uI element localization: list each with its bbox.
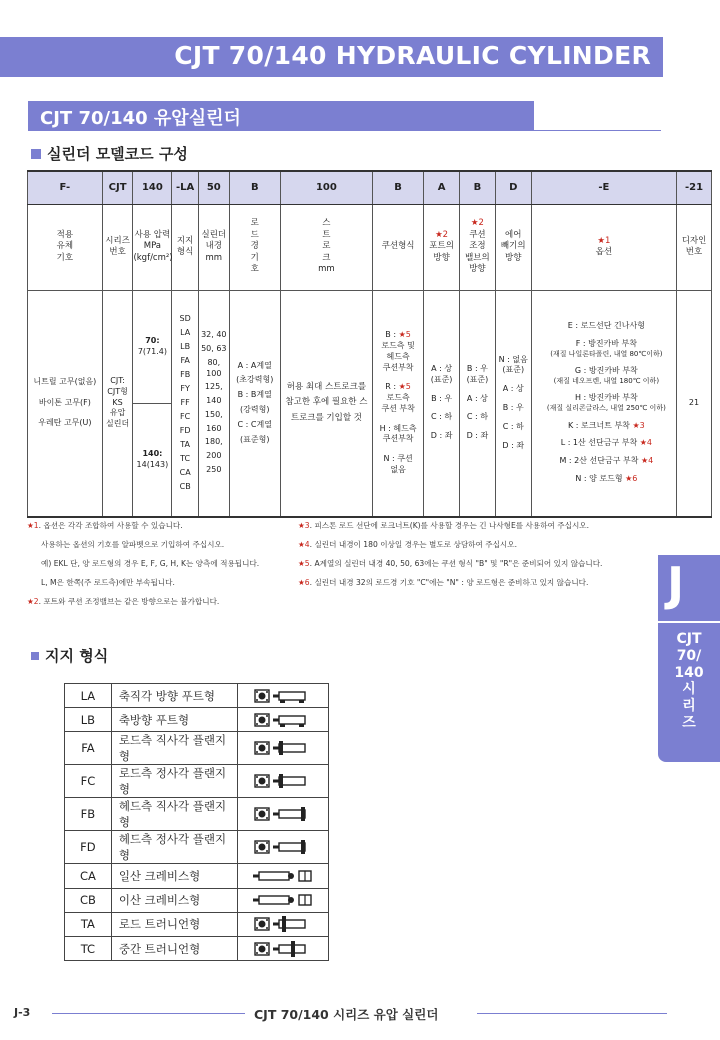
option-star: ★3	[632, 420, 645, 430]
valve-values	[460, 290, 496, 517]
sub-banner-line	[534, 130, 661, 131]
mount-code: FA	[180, 355, 190, 365]
side-tab-line: 140	[674, 664, 704, 681]
mount-code: SD	[179, 313, 191, 323]
note-star: ★4	[298, 540, 310, 550]
code-cell-2: 140	[133, 171, 172, 204]
side-tab-line: CJT	[676, 631, 702, 647]
series-value: CJT: CJT형 KS 유압 실린더	[102, 290, 133, 517]
rod-value: C : C계열	[237, 419, 272, 429]
code-cell-1: CJT	[102, 171, 133, 204]
mount-heading	[31, 645, 108, 666]
rod-value: (강력형)	[240, 405, 270, 414]
pressure-140: 140: 14(143)	[136, 448, 169, 469]
footer-line-left	[52, 1013, 245, 1014]
note-star: ★5	[298, 559, 310, 569]
code-cell-9: B	[460, 171, 496, 204]
rod-values	[229, 290, 280, 517]
valve-value: C : 하	[466, 412, 488, 422]
mount-code: FY	[180, 383, 190, 393]
page-number: J-3	[14, 1006, 31, 1019]
mount-row	[65, 708, 329, 732]
mount-row	[65, 684, 329, 708]
option-item	[537, 474, 676, 485]
mount-row	[65, 732, 329, 765]
side-tab-letter-box	[658, 555, 720, 620]
cushion-star: ★5	[398, 330, 411, 340]
air-value: C : 하	[502, 421, 524, 431]
air-value: D : 좌	[502, 440, 525, 450]
mount-code: LA	[65, 684, 112, 708]
bore-values	[198, 290, 229, 517]
mount-name: 축방향 푸트형	[111, 708, 237, 732]
mount-code: FC	[180, 411, 191, 421]
option-star: ★6	[625, 474, 638, 484]
bore-value: 150,	[204, 409, 223, 419]
option-main: L : 1산 선단금구 부착	[560, 438, 640, 448]
note-line	[27, 540, 259, 549]
note-line	[27, 559, 259, 568]
mount-pic	[238, 684, 329, 708]
option-item	[537, 339, 676, 359]
cushion-desc: 로드측 및 헤드측 쿠션부착	[381, 340, 415, 372]
bore-value: 200	[206, 451, 222, 461]
note-star: ★6	[298, 578, 310, 588]
option-star: ★4	[640, 456, 654, 466]
code-cell-3: -LA	[172, 171, 199, 204]
fluid-value: 우레탄 고무(U)	[38, 418, 92, 428]
stroke-label-char: 크	[322, 252, 331, 263]
option-item	[537, 366, 676, 386]
model-code-heading	[31, 143, 188, 164]
port-value: D : 좌	[430, 431, 453, 441]
code-cell-4: 50	[198, 171, 229, 204]
rod-label-char: 호	[250, 264, 259, 275]
mount-type-table	[64, 683, 329, 961]
fluid-value: 바이톤 고무(F)	[38, 397, 91, 407]
code-row	[28, 171, 712, 204]
option-main: N : 양 로드형	[575, 474, 626, 484]
notes-right	[298, 521, 602, 597]
mount-name: 일산 크레비스형	[111, 864, 237, 888]
rod-value: (초강력형)	[236, 375, 274, 385]
note-text: 예) EKL 단, 양 로드형의 경우 E, F, G, H, K는 양측에 적용됩니다.	[41, 559, 260, 569]
mount-name: 헤드측 정사각 플랜지형	[111, 831, 237, 864]
air-value: A : 상	[502, 384, 524, 394]
series-label: 시리즈 번호	[102, 204, 133, 290]
note-text: . 옵션은 각각 조합하여 사용할 수 있습니다.	[38, 521, 183, 530]
footer-title: CJT 70/140 시리즈 유압 실린더	[254, 1007, 439, 1022]
cushion-code: H : 헤드측 쿠션부착	[379, 423, 417, 444]
fluid-label: 적용 유체 기호	[28, 204, 103, 290]
rod-value: B : B계열	[237, 390, 272, 400]
cushion-value	[373, 330, 423, 373]
valve-value: D : 좌	[466, 431, 489, 441]
air-value: B : 우	[502, 403, 524, 412]
mount-values	[172, 290, 199, 517]
valve-label: ★2 쿠션 조정 밸브의 방향	[460, 204, 496, 290]
note-text: L, M은 한쪽(주 로드측)에만 부속됩니다.	[41, 578, 175, 588]
option-star: ★4	[639, 438, 653, 448]
note-star: ★3	[298, 521, 310, 530]
foot-mount-icon	[251, 688, 315, 702]
rod-label-char: 기	[250, 252, 259, 263]
pressure-values	[133, 290, 172, 517]
mount-code: TA	[65, 912, 112, 936]
note-star: ★2	[27, 597, 39, 607]
note-text: . 포트와 쿠션 조정밸브는 같은 방향으로는 불가합니다.	[38, 597, 220, 607]
bore-value: 140	[206, 396, 222, 406]
section-title: CJT 70/140 유압실린더	[40, 108, 241, 129]
air-label: 에어 빼기의 방향	[495, 204, 531, 290]
rod-value: A : A계열	[237, 360, 272, 370]
mount-pic	[238, 798, 329, 831]
valve-value: A : 상	[466, 393, 488, 403]
cushion-value	[373, 424, 423, 446]
option-item	[537, 321, 676, 332]
bore-value: 32, 40	[201, 330, 227, 340]
rod-label-char: 드	[250, 229, 259, 240]
option-main: G : 방진카바 부착	[574, 366, 638, 376]
side-tab-line: 시	[682, 681, 696, 698]
cushion-label: 쿠션형식	[372, 204, 423, 290]
code-cell-11: -E	[531, 171, 676, 204]
rod-label	[229, 204, 280, 290]
code-cell-7: B	[372, 171, 423, 204]
label-row	[28, 204, 712, 290]
mount-code: LA	[180, 327, 191, 337]
air-value: N : 없음 (표준)	[498, 354, 528, 375]
mount-pic	[238, 912, 329, 936]
mount-name: 축직각 방향 푸트형	[111, 684, 237, 708]
option-sub: (재질 나일론타폴린, 내열 80℃이하)	[550, 349, 663, 358]
mount-pic	[238, 936, 329, 960]
design-label: 디자인 번호	[677, 204, 712, 290]
pressure-70: 70: 7(71.4)	[133, 291, 171, 404]
side-tab-line: 70/	[676, 647, 702, 664]
mount-code: FD	[179, 425, 191, 435]
option-values	[531, 290, 676, 517]
mount-heading-text: 지지 형식	[45, 647, 109, 665]
cushion-code: R :	[385, 382, 399, 392]
note-line	[27, 578, 259, 587]
side-tab-letter: J	[667, 557, 685, 611]
mount-code: FF	[180, 397, 190, 407]
mount-pic	[238, 732, 329, 765]
side-tab[interactable]	[658, 555, 720, 762]
side-tab-line: 리	[682, 698, 696, 715]
mount-code: FB	[180, 369, 191, 379]
mount-code: FB	[65, 798, 112, 831]
square-bullet-icon	[31, 652, 39, 660]
head-square-flange-icon	[251, 840, 315, 854]
port-value: C : 하	[431, 412, 453, 422]
rod-value: (표준형)	[240, 434, 270, 444]
code-cell-6: 100	[280, 171, 372, 204]
note-line	[298, 540, 602, 549]
pressure-label: 사용 압력 MPa (kgf/cm²)	[133, 204, 172, 290]
cushion-value	[373, 382, 423, 414]
mount-pic	[238, 888, 329, 912]
note-line	[27, 521, 259, 530]
bore-value: 160	[206, 423, 222, 433]
model-code-table	[27, 170, 712, 518]
axial-foot-mount-icon	[251, 712, 315, 726]
model-code-heading-text: 실린더 모델코드 구성	[47, 145, 188, 163]
option-main: H : 방진카바 부착	[574, 393, 638, 403]
port-label: ★2 포트의 방향	[424, 204, 460, 290]
port-values	[424, 290, 460, 517]
note-line	[298, 559, 602, 568]
code-cell-5: B	[229, 171, 280, 204]
mount-row	[65, 798, 329, 831]
bore-value: 80, 100	[206, 357, 222, 378]
fluid-value: 니트릴 고무(없음)	[33, 376, 97, 386]
cushion-code: B :	[385, 330, 399, 340]
code-cell-12: -21	[677, 171, 712, 204]
mount-name: 로드 트러니언형	[111, 912, 237, 936]
mount-code: LB	[65, 708, 112, 732]
mount-name: 로드측 정사각 플랜지형	[111, 765, 237, 798]
stroke-label-char: 로	[322, 241, 331, 252]
mount-code: LB	[180, 341, 191, 351]
option-item	[537, 421, 676, 432]
bore-value: 125,	[204, 382, 223, 392]
port-value: A : 상 (표준)	[430, 364, 453, 384]
mount-code: TC	[180, 453, 191, 463]
mount-pic	[238, 765, 329, 798]
rod-square-flange-icon	[251, 774, 315, 788]
valve-value: B : 우 (표준)	[466, 364, 489, 384]
note-line	[27, 597, 259, 606]
page-title: CJT 70/140 HYDRAULIC CYLINDER	[174, 41, 651, 70]
mount-pic	[238, 708, 329, 732]
bore-value: 50, 63	[201, 343, 227, 353]
single-clevis-icon	[251, 868, 315, 882]
note-line	[298, 578, 602, 587]
mount-code: CB	[65, 888, 112, 912]
mount-row	[65, 831, 329, 864]
mount-code: CB	[179, 481, 191, 491]
side-tab-line: 즈	[682, 714, 696, 731]
note-line	[298, 521, 602, 530]
double-clevis-icon	[251, 893, 315, 907]
code-cell-8: A	[424, 171, 460, 204]
option-main: K : 로크너트 부착	[567, 420, 633, 430]
stroke-label-char: mm	[318, 264, 335, 275]
mount-code: TA	[180, 439, 191, 449]
mount-row	[65, 765, 329, 798]
mount-pic	[238, 831, 329, 864]
footer-line-right	[477, 1013, 667, 1014]
mount-name: 헤드측 직사각 플랜지형	[111, 798, 237, 831]
mount-code: CA	[179, 467, 191, 477]
cushion-value	[373, 454, 423, 476]
option-sub: (재질 네오프렌, 내열 180℃ 이하)	[553, 376, 660, 385]
option-main: E : 로드선단 긴나사형	[567, 321, 645, 331]
note-text: . 실린더 내경이 180 이상일 경우는 별도로 상담하여 주십시오.	[309, 540, 517, 550]
mount-name: 중간 트러니언형	[111, 936, 237, 960]
mount-code: FA	[65, 732, 112, 765]
rod-rect-flange-icon	[251, 741, 315, 755]
mount-pic	[238, 864, 329, 888]
mount-code: FC	[65, 765, 112, 798]
head-rect-flange-icon	[251, 807, 315, 821]
side-tab-divider	[658, 621, 720, 623]
option-item	[537, 438, 676, 449]
bore-value: 180,	[204, 437, 223, 447]
stroke-label	[280, 204, 372, 290]
mount-row	[65, 864, 329, 888]
option-main: M : 2산 선단금구 부착	[559, 456, 641, 466]
stroke-label-char: 트	[322, 229, 331, 240]
note-text: . 실린더 내경 32의 로드경 기호 "C"에는 "N" : 양 로드형은 준비하고 있지 않습니다.	[309, 578, 589, 588]
note-text: . 피스톤 로드 선단에 로크너트(K)를 사용할 경우는 긴 나사형E를 사용하여 주십시오.	[309, 521, 590, 530]
option-item	[537, 456, 676, 467]
fluid-values	[28, 290, 103, 517]
mount-name: 이산 크레비스형	[111, 888, 237, 912]
air-values	[495, 290, 531, 517]
mount-code: FD	[65, 831, 112, 864]
notes-left	[27, 521, 259, 617]
options-label: ★1 옵션	[531, 204, 676, 290]
note-text: 사용하는 옵션의 기호를 알파벳으로 기입하여 주십시오.	[41, 540, 225, 550]
stroke-label-char: 스	[322, 218, 331, 229]
cushion-desc: 로드측 쿠션 부착	[381, 393, 415, 413]
rod-label-char: 로	[250, 218, 259, 229]
cushion-star: ★5	[398, 382, 411, 392]
rod-label-char: 경	[250, 241, 259, 252]
cushion-code: N : 쿠션 없음	[383, 454, 413, 475]
mount-code: TC	[65, 936, 112, 960]
option-sub: (재질 실리콘글라스, 내열 250℃ 이하)	[546, 404, 666, 413]
mount-name: 로드측 직사각 플랜지형	[111, 732, 237, 765]
mount-row	[65, 888, 329, 912]
code-cell-10: D	[495, 171, 531, 204]
option-main: F : 방진카바 부착	[575, 338, 637, 348]
port-value: B : 우	[431, 393, 453, 403]
side-tab-text	[658, 631, 720, 732]
mount-code: CA	[65, 864, 112, 888]
stroke-value: 허용 최대 스트로크를 참고한 후에 필요한 스트로크를 기입할 것	[280, 290, 372, 517]
note-text: . A계열의 실린더 내경 40, 50, 63에는 쿠션 형식 "B" 및 "R"은 준비되어 있지 않습니다.	[309, 559, 603, 569]
cushion-values	[372, 290, 423, 517]
center-trunnion-icon	[251, 941, 315, 955]
mount-row	[65, 936, 329, 960]
square-bullet-icon	[31, 149, 41, 159]
value-row	[28, 290, 712, 517]
bore-value: 250	[206, 465, 222, 475]
sub-banner	[28, 101, 534, 131]
mount-row	[65, 912, 329, 936]
rod-trunnion-icon	[251, 917, 315, 931]
design-value: 21	[677, 290, 712, 517]
note-star: ★1	[27, 521, 39, 530]
code-cell-0: F-	[28, 171, 103, 204]
mount-label: 지지 형식	[172, 204, 199, 290]
bore-label: 실린더 내경 mm	[198, 204, 229, 290]
option-item	[537, 393, 676, 413]
top-banner	[0, 37, 663, 77]
